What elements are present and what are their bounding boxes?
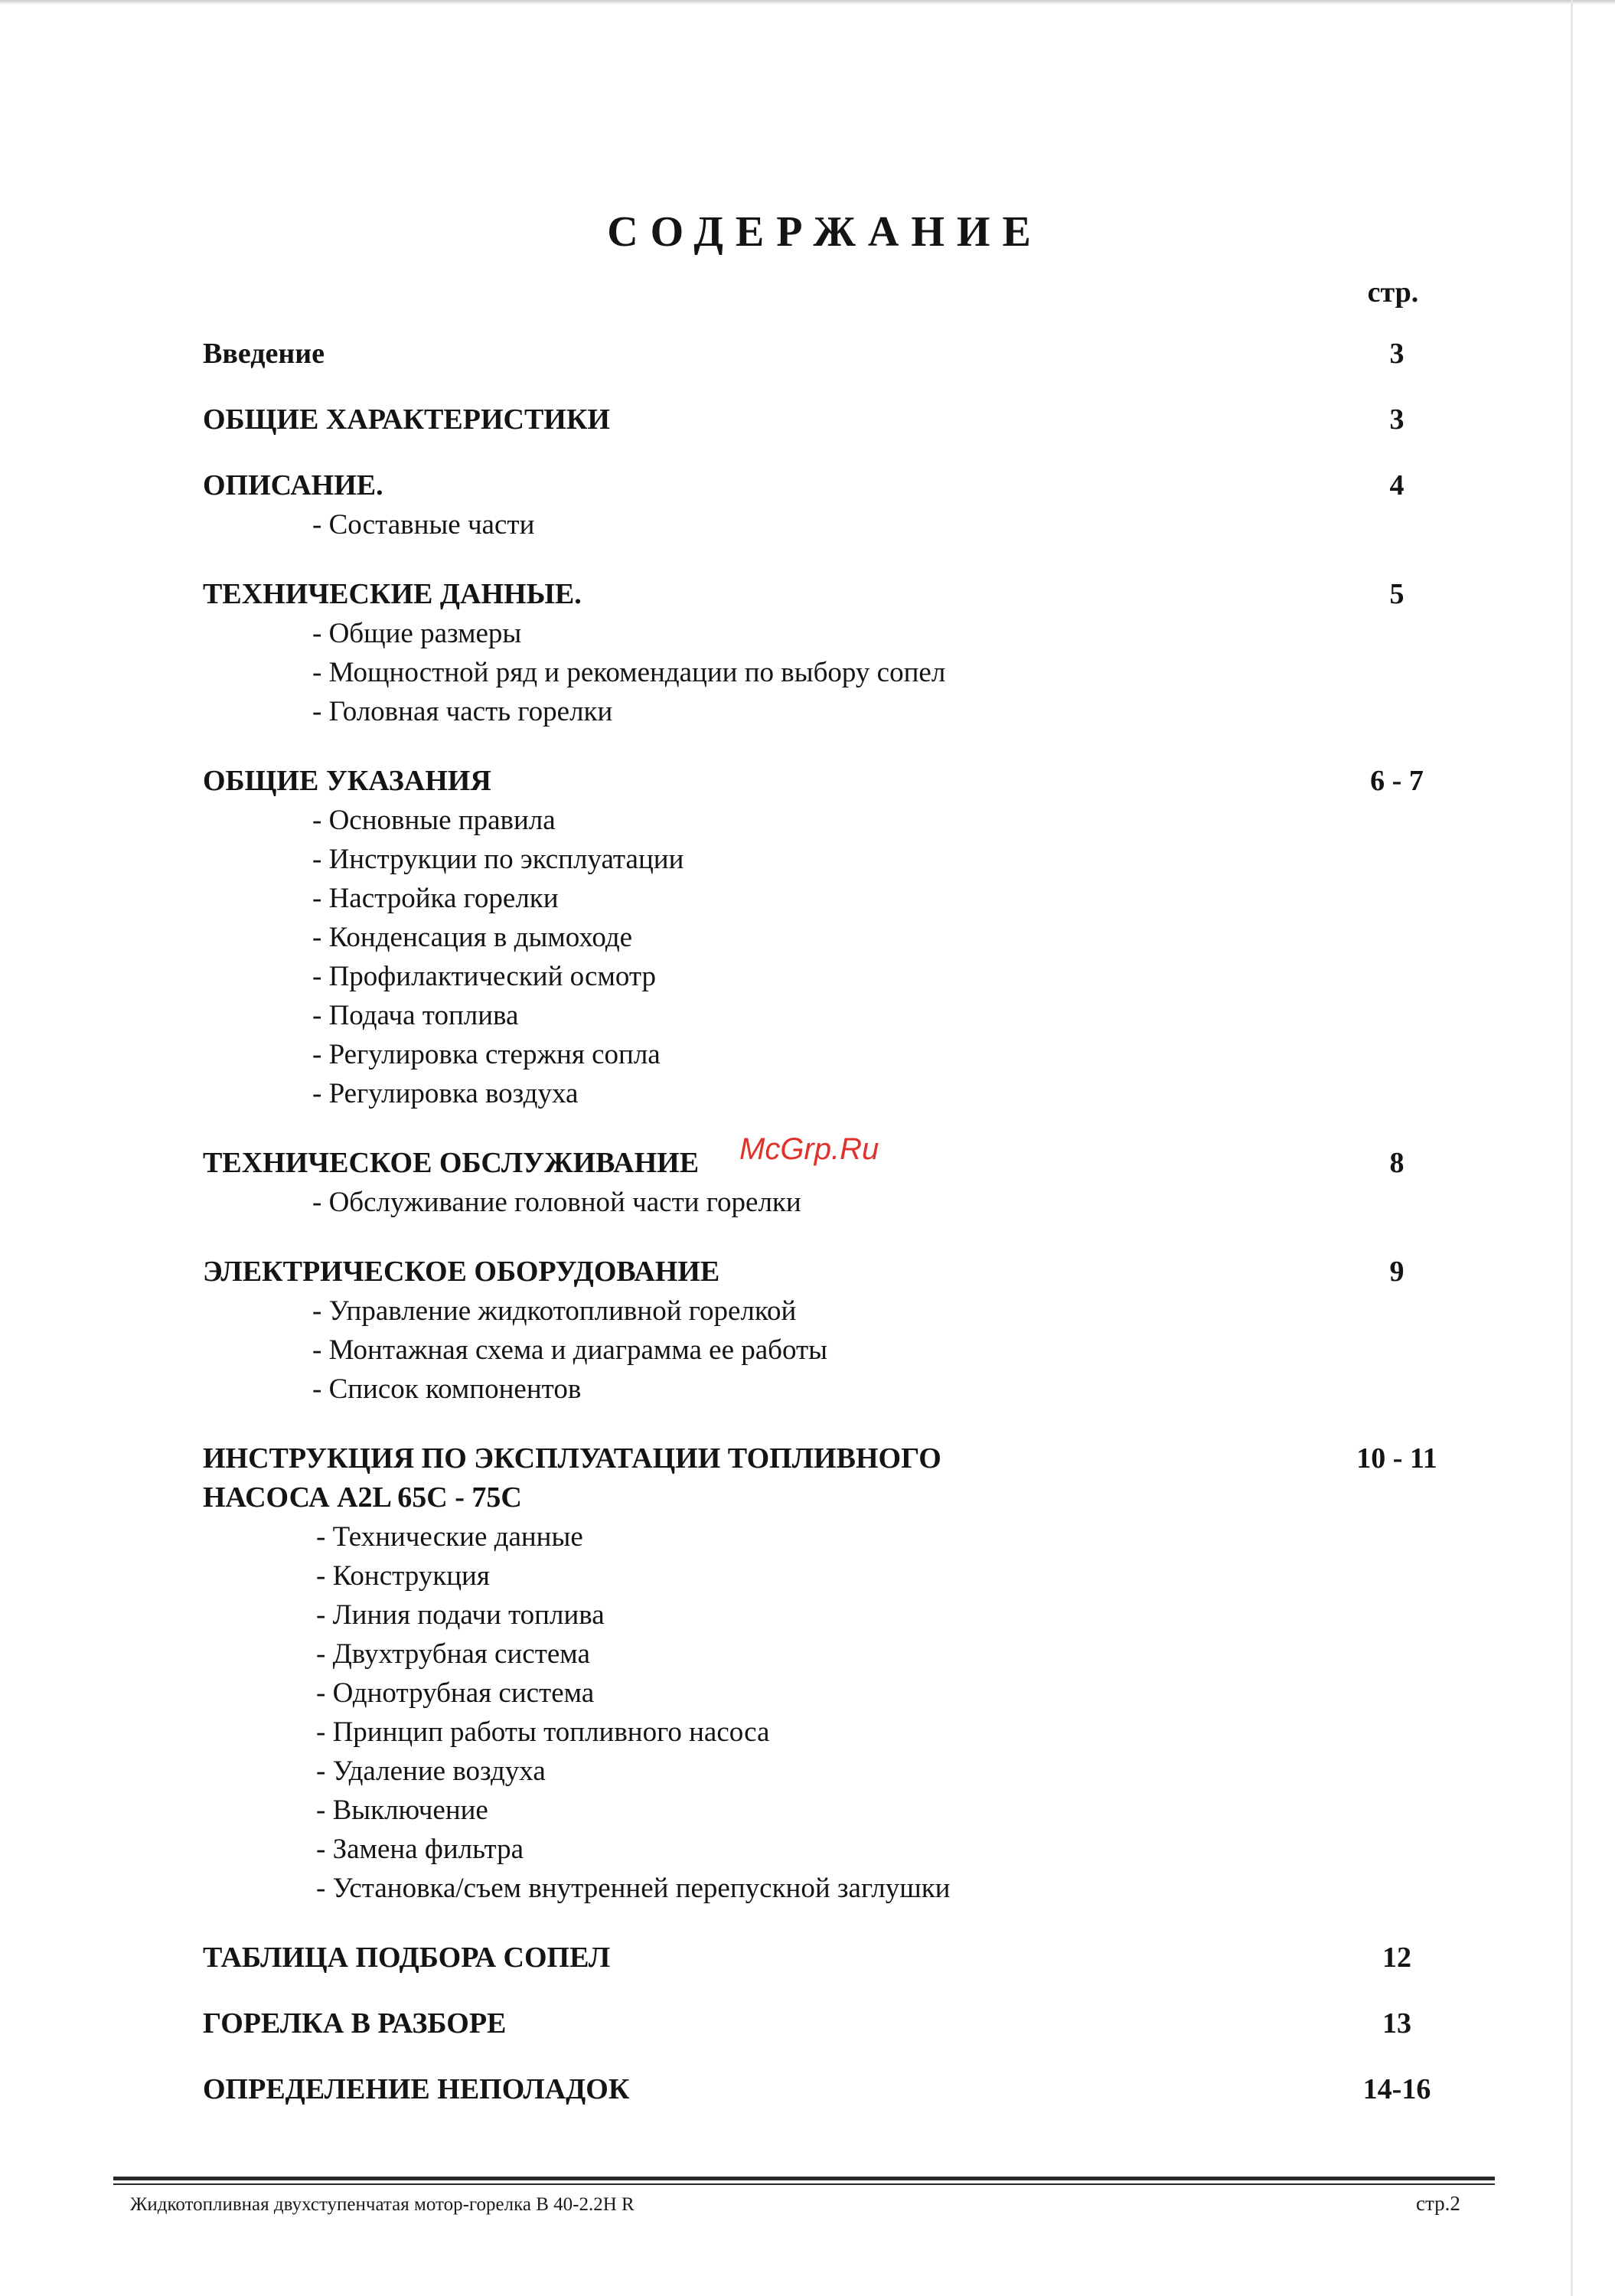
page-right-edge: [1571, 0, 1573, 2296]
toc-subitem[interactable]: - Инструкции по эксплуатации: [312, 844, 684, 875]
toc-section: [203, 1253, 1427, 1409]
toc-heading[interactable]: ИНСТРУКЦИЯ ПО ЭКСПЛУАТАЦИИ ТОПЛИВНОГО: [203, 1442, 941, 1475]
toc-subitem[interactable]: - Основные правила: [312, 805, 556, 836]
toc-subitem[interactable]: - Удаление воздуха: [316, 1755, 546, 1787]
toc-page-number: 3: [1389, 338, 1405, 370]
toc-section: [203, 2070, 1431, 2109]
toc-subitem[interactable]: - Конденсация в дымоходе: [312, 922, 633, 953]
toc-heading[interactable]: ОПИСАНИЕ.: [203, 469, 383, 501]
toc-page-number: 6 - 7: [1370, 765, 1424, 797]
toc-page-number: 9: [1389, 1256, 1405, 1288]
toc-page-number: 14-16: [1362, 2073, 1431, 2105]
toc-section: [203, 762, 1427, 1113]
toc-page-number: 4: [1389, 469, 1405, 501]
toc-subitem[interactable]: - Управление жидкотопливной горелкой: [312, 1295, 797, 1327]
toc-subitem[interactable]: - Двухтрубная система: [316, 1638, 590, 1670]
table-of-contents: [203, 335, 1437, 2109]
toc-section: [203, 575, 1427, 731]
toc-heading[interactable]: ТЕХНИЧЕСКОЕ ОБСЛУЖИВАНИЕ: [203, 1147, 700, 1179]
page-top-edge: [0, 0, 1615, 5]
toc-section: [203, 400, 1427, 439]
toc-page-number: 5: [1389, 578, 1405, 610]
toc-subitem[interactable]: - Линия подачи топлива: [316, 1599, 605, 1631]
toc-subitem[interactable]: - Профилактический осмотр: [312, 961, 657, 992]
toc-section: [203, 335, 1427, 374]
toc-heading[interactable]: ОБЩИЕ УКАЗАНИЯ: [203, 765, 491, 797]
toc-page-number: 12: [1382, 1942, 1411, 1974]
toc-subitem[interactable]: - Конструкция: [316, 1560, 490, 1592]
toc-subitem[interactable]: - Подача топлива: [312, 1000, 519, 1031]
toc-section: [203, 1938, 1427, 1978]
toc-heading[interactable]: ГОРЕЛКА В РАЗБОРЕ: [203, 2007, 507, 2040]
toc-subitem[interactable]: - Составные части: [312, 509, 535, 541]
toc-subitem[interactable]: - Список компонентов: [312, 1373, 582, 1405]
toc-section: [203, 466, 1427, 544]
document-title: СОДЕРЖАНИЕ: [607, 208, 1043, 256]
toc-subitem[interactable]: - Монтажная схема и диаграмма ее работы: [312, 1334, 828, 1366]
toc-heading-continuation[interactable]: НАСОСА A2L 65C - 75C: [203, 1481, 522, 1514]
page-column-label: стр.: [1367, 276, 1419, 309]
toc-subitem[interactable]: - Установка/съем внутренней перепускной заглушки: [316, 1873, 951, 1904]
toc-subitem[interactable]: - Регулировка воздуха: [312, 1078, 579, 1109]
footer-rule: [113, 2177, 1495, 2180]
toc-heading[interactable]: ТЕХНИЧЕСКИЕ ДАННЫЕ.: [203, 578, 582, 610]
toc-subitem[interactable]: - Выключение: [316, 1795, 488, 1826]
toc-heading[interactable]: ОБЩИЕ ХАРАКТЕРИСТИКИ: [203, 403, 610, 436]
toc-subitem[interactable]: - Обслуживание головной части горелки: [312, 1187, 801, 1218]
toc-heading[interactable]: ЭЛЕКТРИЧЕСКОЕ ОБОРУДОВАНИЕ: [203, 1256, 720, 1288]
footer-document-title: Жидкотопливная двухступенчатая мотор-горелка B 40-2.2H R: [130, 2194, 635, 2215]
toc-subitem[interactable]: - Регулировка стержня сопла: [312, 1039, 661, 1070]
footer-rule-thin: [113, 2183, 1495, 2185]
toc-section: [203, 2004, 1427, 2043]
toc-subitem[interactable]: - Замена фильтра: [316, 1834, 524, 1865]
watermark: McGrp.Ru: [739, 1132, 879, 1166]
footer-page-number: стр.2: [1416, 2192, 1460, 2215]
toc-page-number: 10 - 11: [1356, 1442, 1437, 1475]
toc-subitem[interactable]: - Общие размеры: [312, 618, 522, 649]
toc-subitem[interactable]: - Мощностной ряд и рекомендации по выбору сопел: [312, 657, 946, 688]
toc-subitem[interactable]: - Однотрубная система: [316, 1677, 595, 1709]
toc-page-number: 13: [1382, 2007, 1411, 2040]
toc-page-number: 3: [1389, 403, 1405, 436]
toc-heading[interactable]: Введение: [203, 338, 325, 370]
toc-subitem[interactable]: - Головная часть горелки: [312, 696, 613, 727]
toc-heading[interactable]: ОПРЕДЕЛЕНИЕ НЕПОЛАДОК: [203, 2073, 630, 2105]
toc-subitem[interactable]: - Настройка горелки: [312, 883, 559, 914]
toc-subitem[interactable]: - Технические данные: [316, 1521, 583, 1553]
toc-section: [203, 1439, 1437, 1908]
toc-page-number: 8: [1389, 1147, 1405, 1179]
toc-subitem[interactable]: - Принцип работы топливного насоса: [316, 1716, 770, 1748]
toc-heading[interactable]: ТАБЛИЦА ПОДБОРА СОПЕЛ: [203, 1942, 611, 1974]
